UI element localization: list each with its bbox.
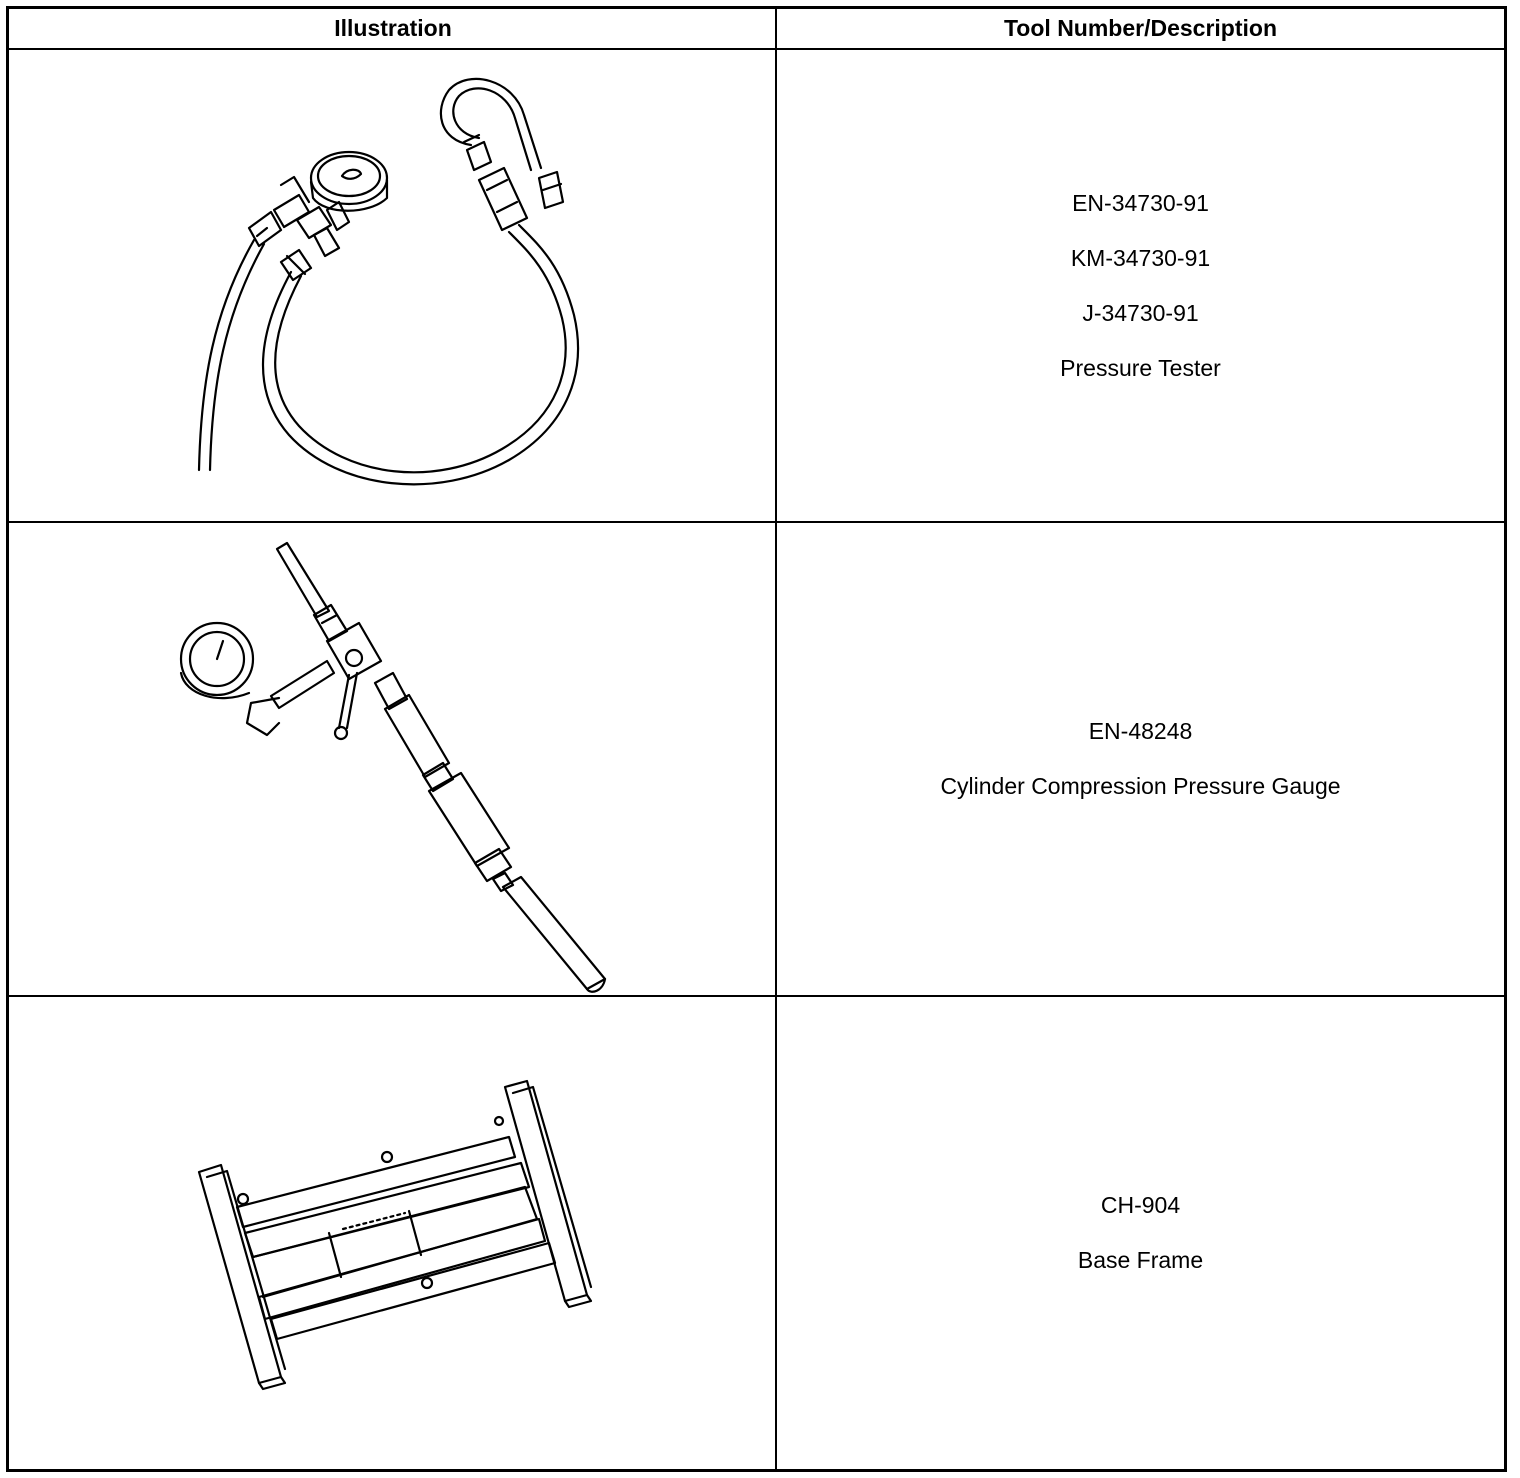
tool-name: Pressure Tester xyxy=(1060,354,1221,381)
header-illustration: Illustration xyxy=(9,9,777,50)
tool-description-cell xyxy=(777,50,1504,521)
table-row xyxy=(9,523,1504,997)
tool-number: EN-34730-91 xyxy=(1072,189,1209,216)
illustration-cell xyxy=(9,50,775,521)
tool-table xyxy=(6,6,1507,1472)
illustration-cell xyxy=(9,523,775,995)
tool-name: Base Frame xyxy=(1077,1247,1204,1273)
tool-description-cell xyxy=(777,997,1504,1469)
header-tool-description: Tool Number/Description xyxy=(777,9,1504,50)
compression-gauge-icon xyxy=(9,523,775,997)
tool-description-cell xyxy=(777,523,1504,995)
illustration-cell xyxy=(9,997,775,1469)
tool-number: J-34730-91 xyxy=(1082,299,1199,326)
table-row xyxy=(9,997,1504,1469)
table-row xyxy=(9,50,1504,523)
tool-name: Cylinder Compression Pressure Gauge xyxy=(940,773,1341,799)
pressure-tester-hose-gauge-icon xyxy=(9,50,775,523)
tool-number: KM-34730-91 xyxy=(1070,244,1211,271)
base-frame-icon xyxy=(9,997,775,1469)
tool-number: EN-48248 xyxy=(1088,718,1193,744)
tool-number: CH-904 xyxy=(1100,1192,1181,1218)
